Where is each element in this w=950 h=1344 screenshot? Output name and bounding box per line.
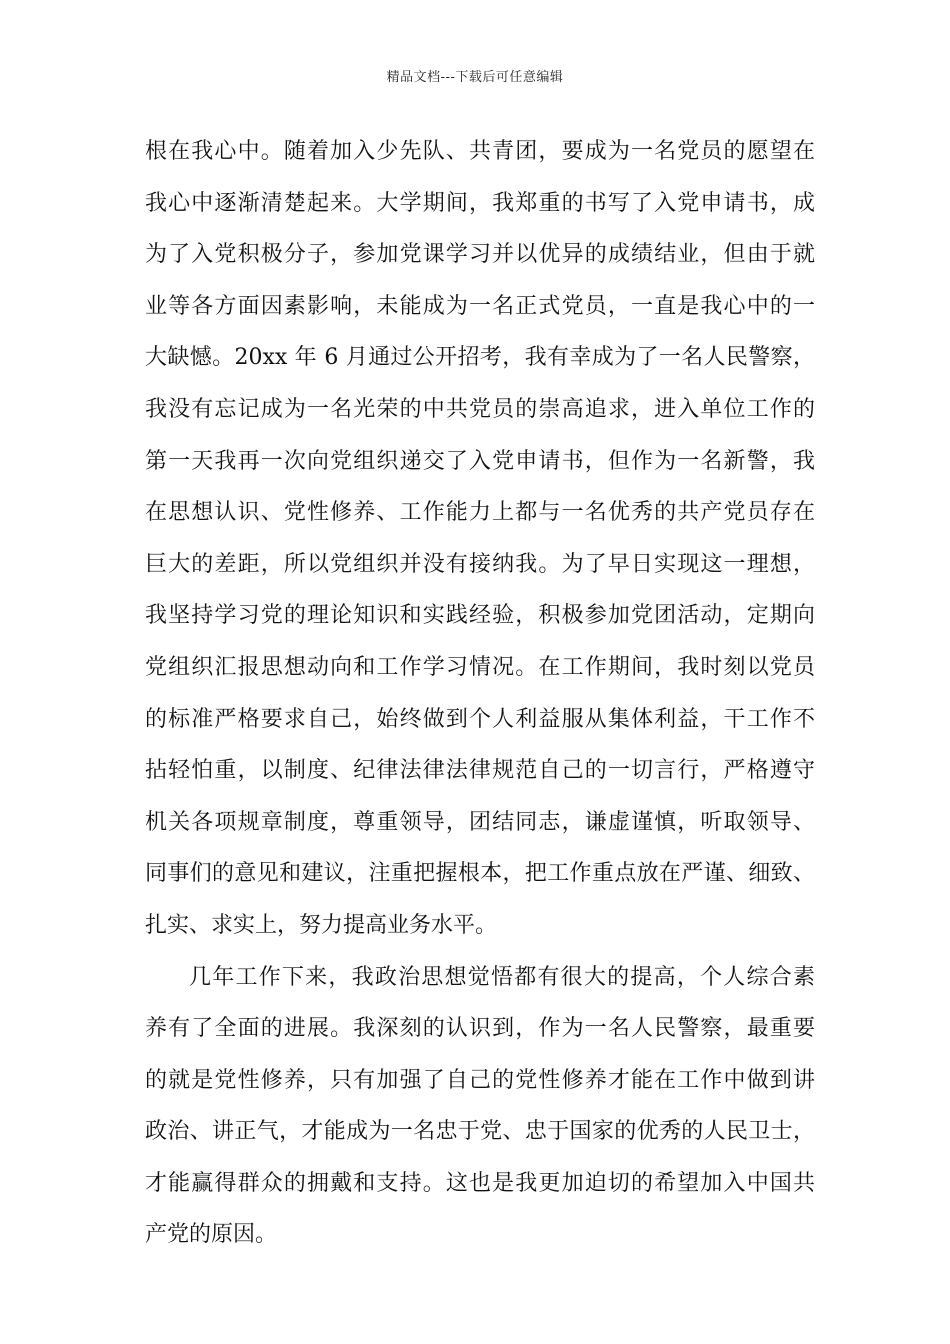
paragraph-1 (145, 130, 815, 956)
text-line: 业等各方面因素影响，未能成为一名正式党员，一直是我心中的一 (145, 293, 815, 319)
text-line: 的就是党性修养，只有加强了自己的党性修养才能在工作中做到讲 (145, 1067, 815, 1093)
text-line: 几年工作下来，我政治思想觉悟都有很大的提高，个人综合素 (189, 964, 815, 990)
text-line: 我心中逐渐清楚起来。大学期间，我郑重的书写了入党申请书，成 (145, 190, 815, 216)
text-line: 拈轻怕重，以制度、纪律法律法律规范自己的一切言行，严格遵守 (145, 758, 815, 784)
text-line: 扎实、求实上，努力提高业务水平。 (145, 912, 498, 938)
text-line: 同事们的意见和建议，注重把握根本，把工作重点放在严谨、细致、 (145, 861, 815, 887)
text-line: 第一天我再一次向党组织递交了入党申请书，但作为一名新警，我 (145, 448, 815, 474)
text-line: 巨大的差距，所以党组织并没有接纳我。为了早日实现这一理想， (145, 551, 815, 577)
text-line: 产党的原因。 (145, 1222, 278, 1248)
paragraph-2 (145, 956, 815, 1266)
text-line: 大缺憾。20xx 年 6 月通过公开招考，我有幸成为了一名人民警察， (145, 345, 815, 371)
text-line: 的标准严格要求自己，始终做到个人利益服从集体利益，干工作不 (145, 706, 815, 732)
document-body (145, 130, 815, 1265)
text-line: 政治、讲正气，才能成为一名忠于党、忠于国家的优秀的人民卫士， (145, 1119, 815, 1145)
text-line: 才能赢得群众的拥戴和支持。这也是我更加迫切的希望加入中国共 (145, 1170, 815, 1196)
text-line: 机关各项规章制度，尊重领导，团结同志，谦虚谨慎，听取领导、 (145, 809, 815, 835)
text-line: 养有了全面的进展。我深刻的认识到，作为一名人民警察，最重要 (145, 1016, 815, 1042)
text-line: 为了入党积极分子，参加党课学习并以优异的成绩结业，但由于就 (145, 242, 815, 268)
text-line: 在思想认识、党性修养、工作能力上都与一名优秀的共产党员存在 (145, 500, 815, 526)
text-line: 党组织汇报思想动向和工作学习情况。在工作期间，我时刻以党员 (145, 654, 815, 680)
page-header: 精品文档---下载后可任意编辑 (386, 70, 564, 85)
text-line: 根在我心中。随着加入少先队、共青团，要成为一名党员的愿望在 (145, 139, 815, 164)
text-line: 我坚持学习党的理论知识和实践经验，积极参加党团活动，定期向 (145, 603, 815, 629)
text-line: 我没有忘记成为一名光荣的中共党员的崇高追求，进入单位工作的 (145, 396, 815, 422)
